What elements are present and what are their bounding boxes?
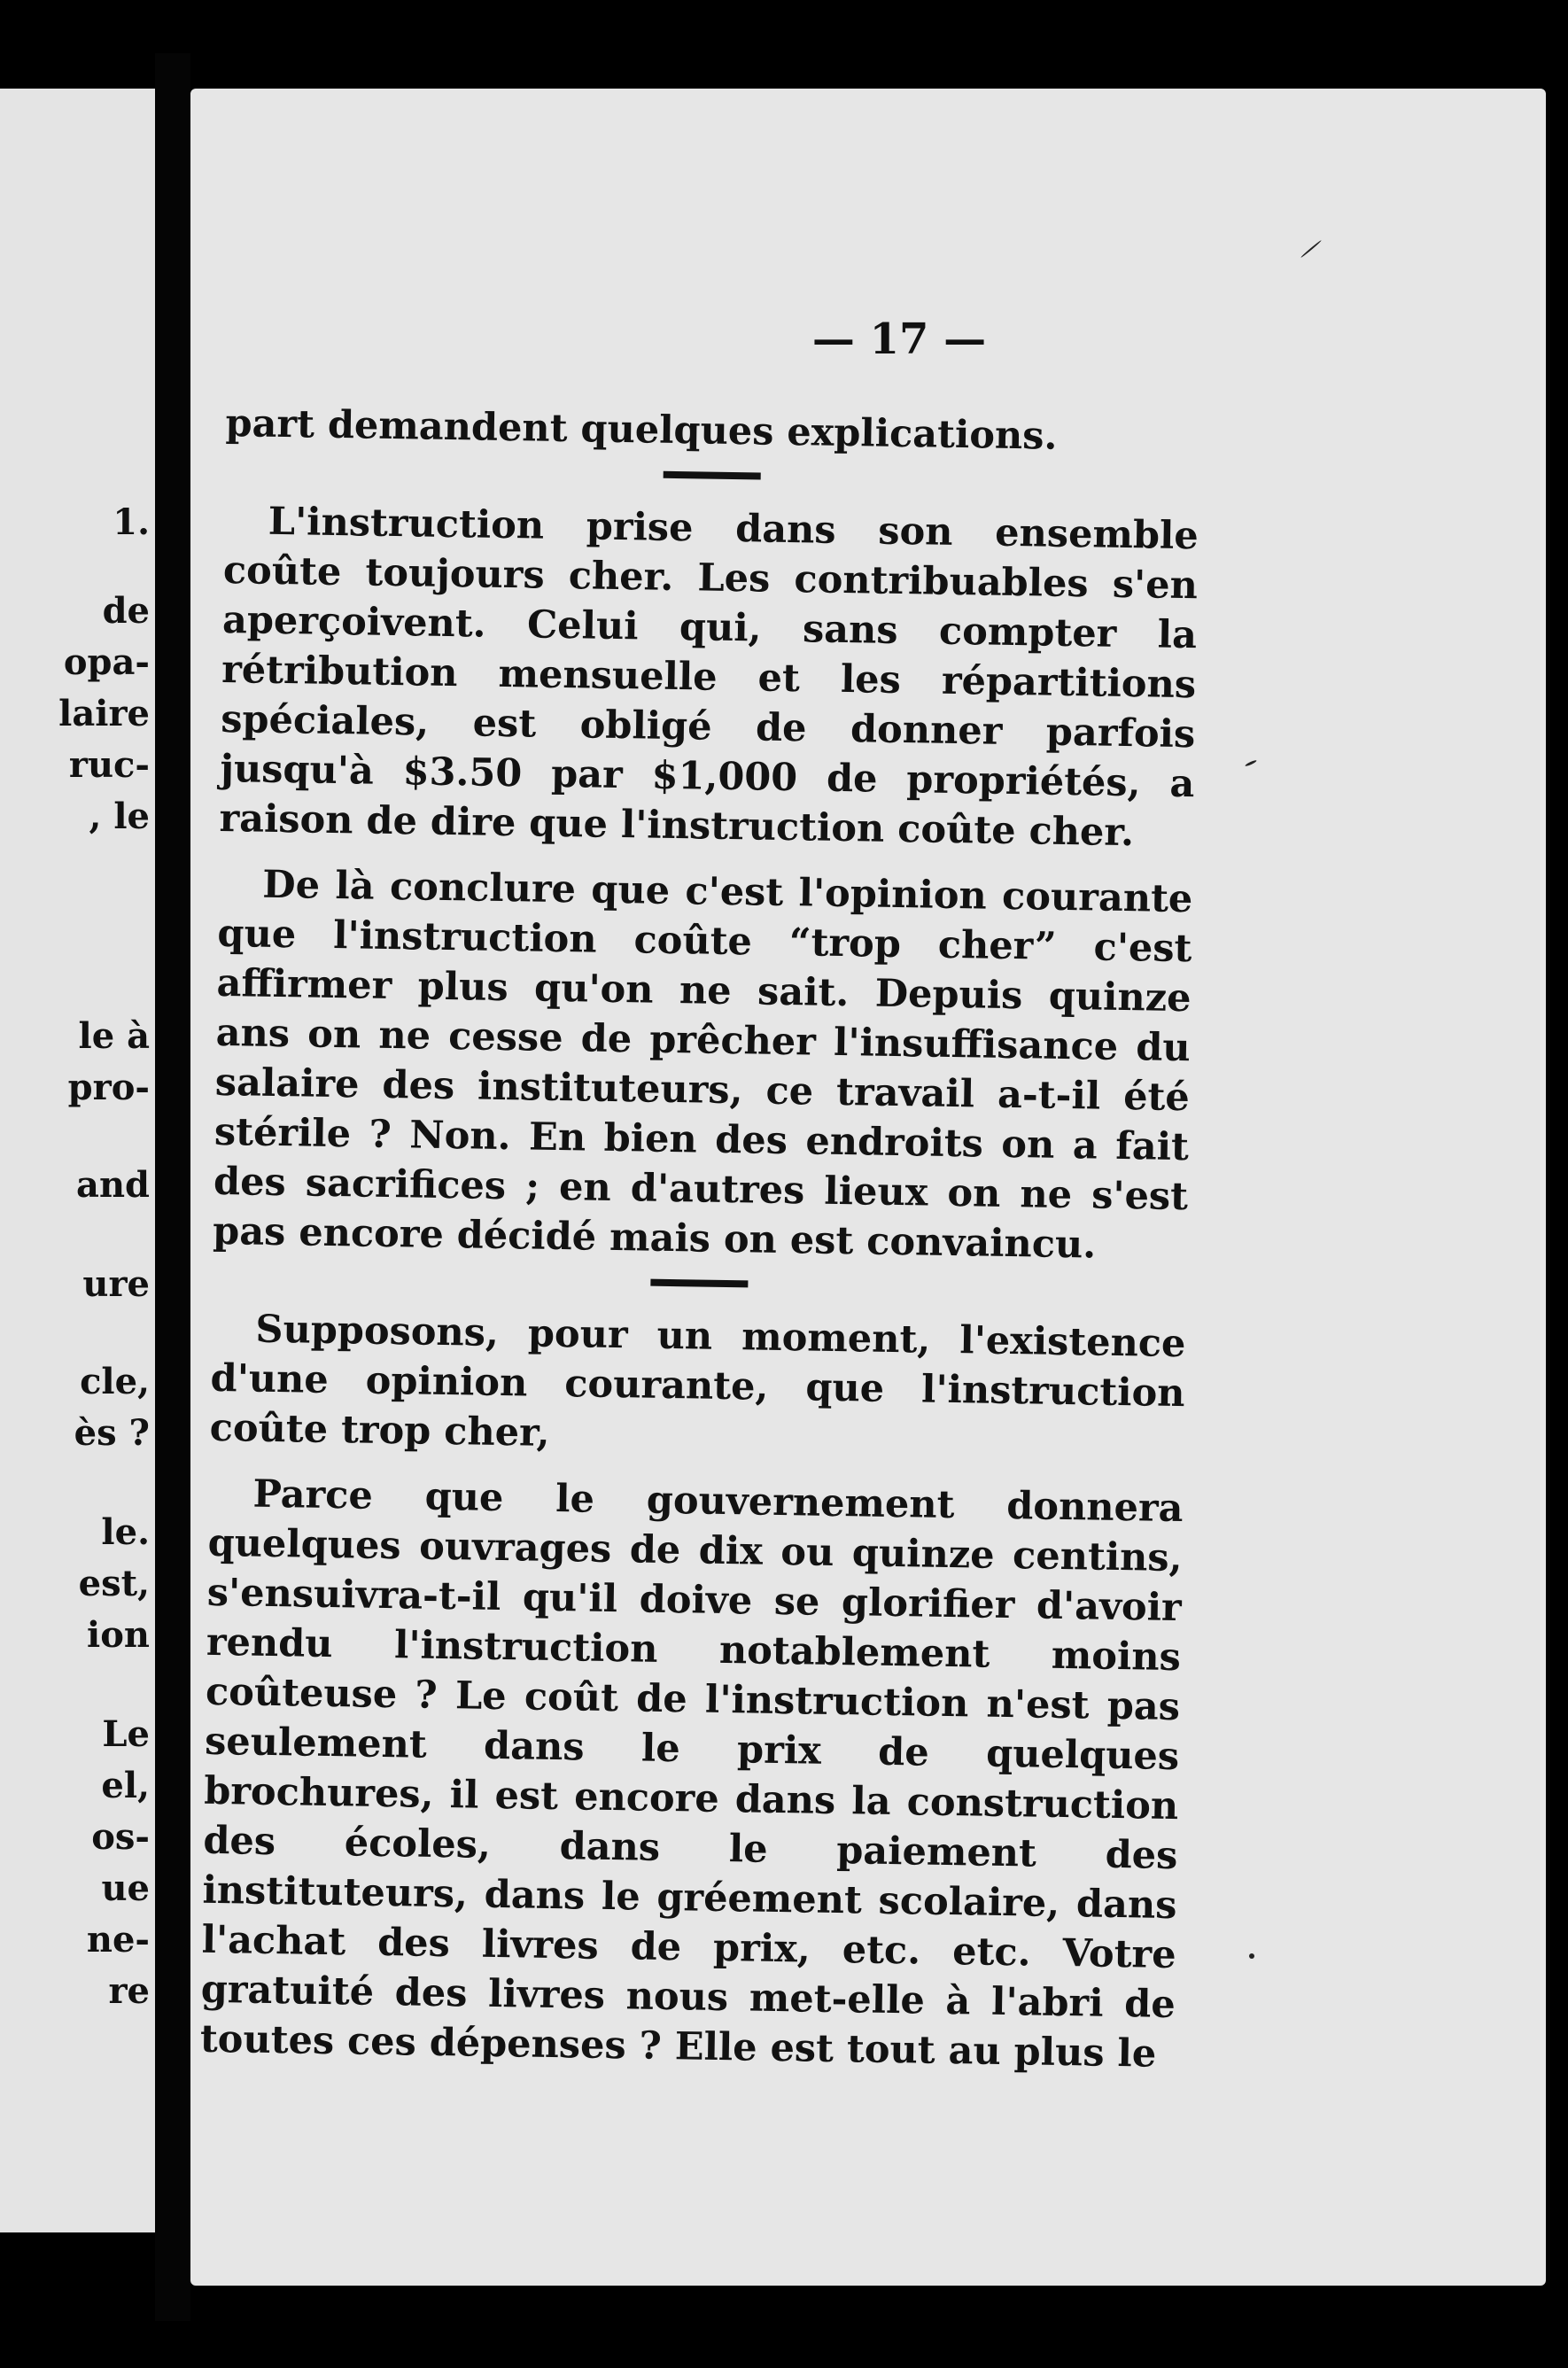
left-fragment: ruc- [68,744,150,786]
paragraph: Supposons, pour un moment, l'existence d'une opinion courante, que l'instruction coûte trop cher, [209,1307,1186,1456]
paragraph: Parce que le gouvernement donnera quelques ouvrages de dix ou quinze centins, s'ensuivra-t-il qu'il doive se glorifier d'avoir rendu l'instruction notablement moins coûteuse ? Le coût de l'instruction n'est pas seulement dans le prix de quelques brochures, il est encore dans la construction des écoles, dans le paiement des instituteurs, dans le gréement scolaire, dans l'achat des livres de prix, etc. etc. Votre gratuité des livres nous met-elle à l'abri de toutes ces dépenses ? Elle est tout au plus le [199,1471,1184,2077]
left-fragment: ure [82,1263,150,1305]
paragraph: part demandent quelques explications. [225,400,1058,459]
left-fragment: cle, [80,1361,150,1402]
left-fragment: est, [78,1563,150,1604]
scan-speck [1245,759,1257,767]
page-body-text [199,399,1200,2095]
left-fragment: ion [87,1614,150,1656]
left-fragment: opa- [63,641,150,683]
left-fragment: el, [101,1765,150,1806]
left-neighbour-page [0,89,155,2232]
left-fragment: pro- [67,1067,150,1108]
section-divider [664,471,761,480]
left-page-text-fragments [0,89,155,2232]
main-page [190,89,1546,2286]
left-fragment: Le [102,1713,150,1755]
left-fragment: , le [89,796,150,837]
page-number: — 17 — [811,314,987,364]
left-fragment: de [102,590,150,632]
section-divider [650,1279,748,1288]
left-fragment: le. [101,1511,150,1553]
scan-speck [1249,1953,1254,1959]
left-fragment: ue [101,1867,150,1909]
left-fragment: ès ? [74,1412,150,1454]
left-fragment: os- [91,1816,150,1858]
left-fragment: ne- [86,1919,150,1960]
paragraph: L'instruction prise dans son ensemble coûte toujours cher. Les contribuables s'en aperçoivent. Celui qui, sans compter la rétribution mensuelle et les répartitions spéciales, est obligé de donner parfois jusqu'à $3.50 par $1,000 de propriétés, a raison de dire que l'instruction coûte cher. [219,499,1199,856]
page-gutter [155,53,190,2321]
left-fragment: laire [58,693,150,734]
left-fragment: le à [78,1015,150,1057]
scan-speck [1300,240,1322,259]
left-fragment: and [76,1164,150,1206]
paragraph: De là conclure que c'est l'opinion courante que l'instruction coûte “trop cher” c'est affirmer plus qu'on ne sait. Depuis quinze ans on ne cesse de prêcher l'insuffisance du salaire des instituteurs, ce travail a-t-il été stérile ? Non. En bien des endroits on a fait des sacrifices ; en d'autres lieux on ne s'est pas encore décidé mais on est convaincu. [212,862,1193,1268]
left-fragment: 1. [113,501,150,543]
left-fragment: re [108,1970,150,2012]
